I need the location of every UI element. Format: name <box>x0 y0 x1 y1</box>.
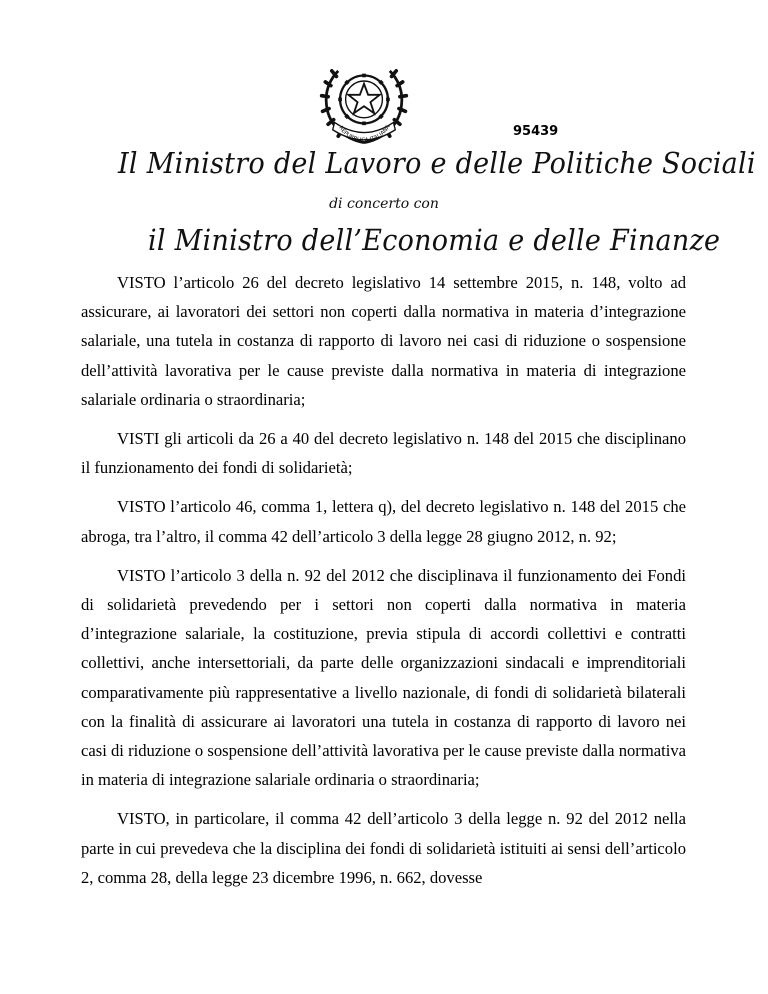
document-body <box>81 268 686 902</box>
paragraph: VISTO, in particolare, il comma 42 dell’articolo 3 della legge n. 92 del 2012 nella parte in cui prevedeva che la disciplina dei fondi di solidarietà istituiti ai sensi dell’articolo 2, comma 28, della legge 23 dicembre 1996, n. 662, dovesse <box>81 809 686 887</box>
concert-text: di concerto con <box>329 196 439 212</box>
paragraph: VISTO l’articolo 26 del decreto legislativo 14 settembre 2015, n. 148, volto ad assicurare, ai lavoratori dei settori non coperti dalla normativa in materia d’integrazione salariale, una tutela in costanza di rapporto di lavoro nei casi di riduzione o sospensione dell’attività lavorativa per le cause previste dalla normativa in materia di integrazione salariale ordinaria o straordinaria; <box>81 273 686 409</box>
italian-republic-emblem-icon <box>318 58 410 150</box>
ministry-title: Il Ministro del Lavoro e delle Politiche Sociali <box>118 146 756 180</box>
document-number: 95439 <box>513 124 559 139</box>
svg-text:REPUBBLICA ITALIANA: REPUBBLICA ITALIANA <box>337 124 392 144</box>
co-ministry-title: il Ministro dell’Economia e delle Finanze <box>148 223 721 257</box>
paragraph: VISTI gli articoli da 26 a 40 del decreto legislativo n. 148 del 2015 che disciplinano il funzionamento dei fondi di solidarietà; <box>81 429 686 478</box>
paragraph: VISTO l’articolo 46, comma 1, lettera q), del decreto legislativo n. 148 del 2015 che abroga, tra l’altro, il comma 42 dell’articolo 3 della legge 28 giugno 2012, n. 92; <box>81 497 686 546</box>
paragraph: VISTO l’articolo 3 della n. 92 del 2012 che disciplinava il funzionamento dei Fondi di solidarietà prevedendo per i settori non coperti dalla normativa in materia d’integrazione salariale, la costituzione, previa stipula di accordi collettivi e contratti collettivi, anche intersettoriali, da parte delle organizzazioni sindacali e imprenditoriali comparativamente più rappresentative a livello nazionale, di fondi di solidarietà bilaterali con la finalità di assicurare ai lavoratori una tutela in costanza di rapporto di lavoro nei casi di riduzione o sospensione dell’attività lavorativa per le cause previste dalla normativa in materia di integrazione salariale ordinaria o straordinaria; <box>81 565 686 790</box>
